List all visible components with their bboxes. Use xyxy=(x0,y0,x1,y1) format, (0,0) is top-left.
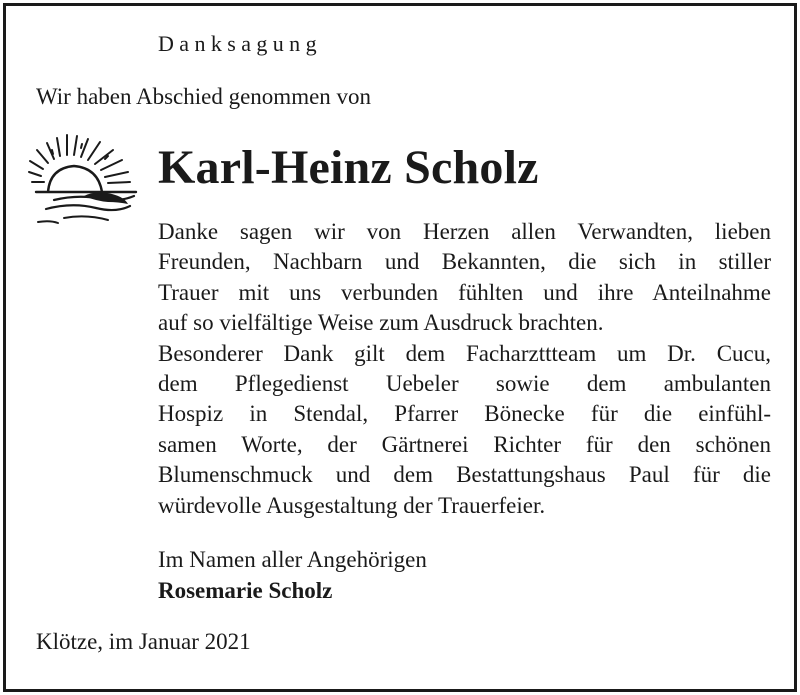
place-date: Klötze, im Januar 2021 xyxy=(36,629,251,654)
body-line: Freunden, Nachbarn und Bekannten, die sich in stiller xyxy=(158,249,771,275)
body-line: samen Worte, der Gärtnerei Richter für den schönen xyxy=(158,431,771,457)
signature-intro: Im Namen aller Angehörigen xyxy=(158,547,427,572)
sunset-icon xyxy=(24,130,148,230)
body-line: Danke sagen wir von Herzen allen Verwandten, lieben xyxy=(158,219,771,244)
body-line: Besonderer Dank gilt dem Facharzttteam um Dr. Cucu, xyxy=(158,340,771,366)
notice-heading: Danksagung xyxy=(158,31,322,56)
body-line: Blumenschmuck und dem Bestattungshaus Paul für die xyxy=(158,462,771,488)
deceased-name: Karl-Heinz Scholz xyxy=(158,141,539,194)
body-line: dem Pflegedienst Uebeler sowie dem ambulanten xyxy=(158,370,771,396)
body-line: würdevolle Ausgestaltung der Trauerfeier. xyxy=(158,492,546,518)
body-line: auf so vielfältige Weise zum Ausdruck brachten. xyxy=(158,310,604,336)
body-line: Hospiz in Stendal, Pfarrer Bönecke für die einfühl- xyxy=(158,401,771,427)
body-line: Trauer mit uns verbunden fühlten und ihre Anteilnahme xyxy=(158,279,771,305)
signature-name: Rosemarie Scholz xyxy=(158,578,333,603)
intro-text: Wir haben Abschied genommen von xyxy=(36,84,372,109)
thanks-paragraph xyxy=(158,217,771,521)
